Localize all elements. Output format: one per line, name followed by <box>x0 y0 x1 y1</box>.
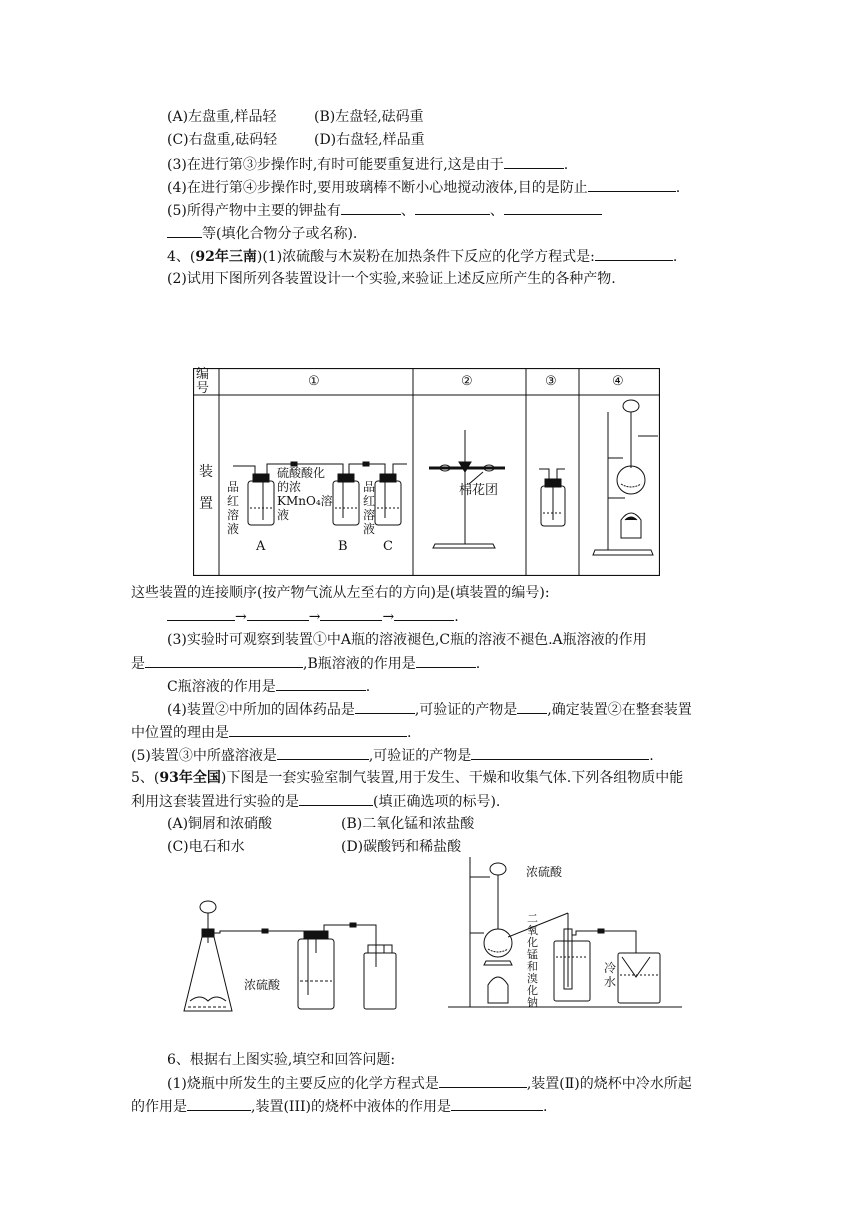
answer-blank[interactable] <box>355 699 415 714</box>
answer-blank[interactable] <box>517 699 547 714</box>
question-4-part4 <box>167 699 692 720</box>
answer-blank[interactable] <box>394 606 454 621</box>
option-d: (D)右盘轻,样品重 <box>314 132 425 148</box>
q-number: 4、( <box>167 249 196 265</box>
text: ,确定装置②在整套装置 <box>547 702 692 718</box>
text: 利用这套装置进行实验的是 <box>131 794 299 810</box>
question-4-text <box>167 177 680 198</box>
col-3-header: ③ <box>545 374 557 389</box>
text: (4)装置②中所加的固体药品是 <box>167 702 355 718</box>
question-6-part1-cont <box>131 1096 547 1117</box>
q3-label: (3)在进行第③步操作时,有时可能要重复进行,这是由于 <box>167 157 504 173</box>
question-4-part3: (3)实验时可观察到装置①中A瓶的溶液褪色,C瓶的溶液不褪色.A瓶溶液的作用 <box>167 632 647 648</box>
period: . <box>365 679 371 695</box>
option-b: (B)左盘轻,砝码重 <box>314 109 424 125</box>
question-4-part2: (2)试用下图所列各装置设计一个实验,来验证上述反应所产生的各种产物. <box>167 271 616 287</box>
answer-blank[interactable] <box>439 1073 527 1088</box>
question-3-text <box>167 154 568 175</box>
source-tag: 93年全国 <box>159 770 221 786</box>
question-4-part3-cont <box>131 653 480 674</box>
answer-blank[interactable] <box>229 722 407 737</box>
text: 中位置的理由是 <box>131 725 229 741</box>
period: . <box>675 180 681 196</box>
table-head-label: 编号 <box>196 367 210 396</box>
text: (5)装置③中所盛溶液是 <box>131 748 277 764</box>
text: 是 <box>131 656 145 672</box>
label-kmno4: 硫酸酸化的浓KMnO₄溶液 <box>277 466 333 522</box>
q-text: )(1)浓硫酸与木炭粉在加热条件下反应的化学方程式是: <box>256 249 595 265</box>
figure-distillation <box>446 857 684 1020</box>
label-conc-h2so4: 浓硫酸 <box>244 978 281 992</box>
q5-note: 等(填化合物分子或名称). <box>202 226 358 242</box>
text: ,装置(III)的烧杯中液体的作用是 <box>251 1099 451 1115</box>
label-cotton: 棉花团 <box>459 483 499 498</box>
text: (1)烧瓶中所发生的主要反应的化学方程式是 <box>167 1076 439 1092</box>
answer-blank[interactable] <box>588 177 676 192</box>
q-text: )下图是一套实验室制气装置,用于发生、干燥和收集气体.下列各组物质中能 <box>220 770 684 786</box>
answer-blank[interactable] <box>167 223 202 238</box>
label-pinhong-a: 品红溶液 <box>227 480 240 536</box>
q5-option-d: (D)碳酸钙和稀盐酸 <box>341 839 462 855</box>
text: ,可验证的产物是 <box>414 702 518 718</box>
option-c: (C)右盘重,砝码轻 <box>167 132 278 148</box>
label-cold-water: 冷水 <box>604 961 617 989</box>
period: . <box>542 1099 548 1115</box>
text: ,可验证的产物是 <box>368 748 472 764</box>
answer-blank[interactable] <box>471 745 649 760</box>
period: . <box>672 249 678 265</box>
answer-blank[interactable] <box>504 154 564 169</box>
question-4-part4-cont <box>131 722 411 743</box>
q5-label: (5)所得产物中主要的钾盐有 <box>167 203 341 219</box>
separator: 、 <box>489 203 504 219</box>
answer-blank[interactable] <box>451 1096 543 1111</box>
label-conc-h2so4-6: 浓硫酸 <box>526 865 563 879</box>
answer-blank[interactable] <box>167 606 235 621</box>
answer-blank[interactable] <box>299 791 373 806</box>
q-number: 5、( <box>131 770 160 786</box>
text: 的作用是 <box>131 1099 187 1115</box>
question-6-part1 <box>167 1073 692 1094</box>
text: ,B瓶溶液的作用是 <box>303 656 416 672</box>
question-6-header: 6、根据右上图实验,填空和回答问题: <box>167 1052 396 1068</box>
answer-blank[interactable] <box>415 200 490 215</box>
separator: 、 <box>400 203 415 219</box>
q4-label: (4)在进行第④步操作时,要用玻璃棒不断小心地搅动液体,目的是防止 <box>167 180 588 196</box>
question-4-header <box>167 246 677 267</box>
apparatus-table <box>193 368 660 576</box>
answer-blank[interactable] <box>595 246 673 261</box>
answer-blank[interactable] <box>276 676 366 691</box>
connection-order-text: 这些装置的连接顺序(按产物气流从左至右的方向)是(填装置的编号): <box>131 585 550 601</box>
label-pinhong-c: 品红溶液 <box>363 480 376 536</box>
option-a: (A)左盘重,样品轻 <box>167 109 277 125</box>
col-4-header: ④ <box>612 374 624 389</box>
answer-blank[interactable] <box>416 653 476 668</box>
q5-option-a: (A)铜屑和浓硝酸 <box>167 816 273 832</box>
source-tag: 92年三南 <box>195 249 257 265</box>
text: ,装置(Ⅱ)的烧杯中冷水所起 <box>526 1076 692 1092</box>
label-reagents: 二氧化锰和溴化钠 <box>527 912 538 1009</box>
question-4-part3-c <box>167 676 370 697</box>
period: . <box>475 656 481 672</box>
figure-gas-apparatus-drawing <box>180 895 410 1020</box>
period: . <box>454 609 459 625</box>
answer-blank[interactable] <box>504 200 602 215</box>
text: (填正确选项的标号). <box>373 794 501 810</box>
answer-blank[interactable] <box>277 745 369 760</box>
q5-option-b: (B)二氧化锰和浓盐酸 <box>341 816 475 832</box>
q5-option-c: (C)电石和水 <box>167 839 245 855</box>
question-5-text <box>167 200 602 221</box>
connection-order-blanks: → → → . <box>167 606 459 627</box>
question-5-header-cont <box>131 791 500 812</box>
text: C瓶溶液的作用是 <box>167 679 276 695</box>
question-5-header <box>131 768 683 788</box>
period: . <box>563 157 569 173</box>
answer-blank[interactable] <box>320 606 382 621</box>
question-4-part5 <box>131 745 654 766</box>
question-5-text-cont <box>167 223 357 244</box>
answer-blank[interactable] <box>247 606 309 621</box>
label-bottle-b: B <box>338 539 348 554</box>
col-2-header: ② <box>461 374 473 389</box>
period: . <box>649 748 654 764</box>
label-bottle-c: C <box>383 539 393 554</box>
answer-blank[interactable] <box>145 653 303 668</box>
period: . <box>407 725 412 741</box>
table-row-label: 装置 <box>199 464 213 512</box>
answer-blank[interactable] <box>187 1096 251 1111</box>
label-bottle-a: A <box>256 539 266 554</box>
figure-gas-apparatus <box>180 895 410 1020</box>
answer-blank[interactable] <box>341 200 401 215</box>
col-1-header: ① <box>308 374 320 389</box>
figure-distillation-drawing <box>446 857 684 1020</box>
